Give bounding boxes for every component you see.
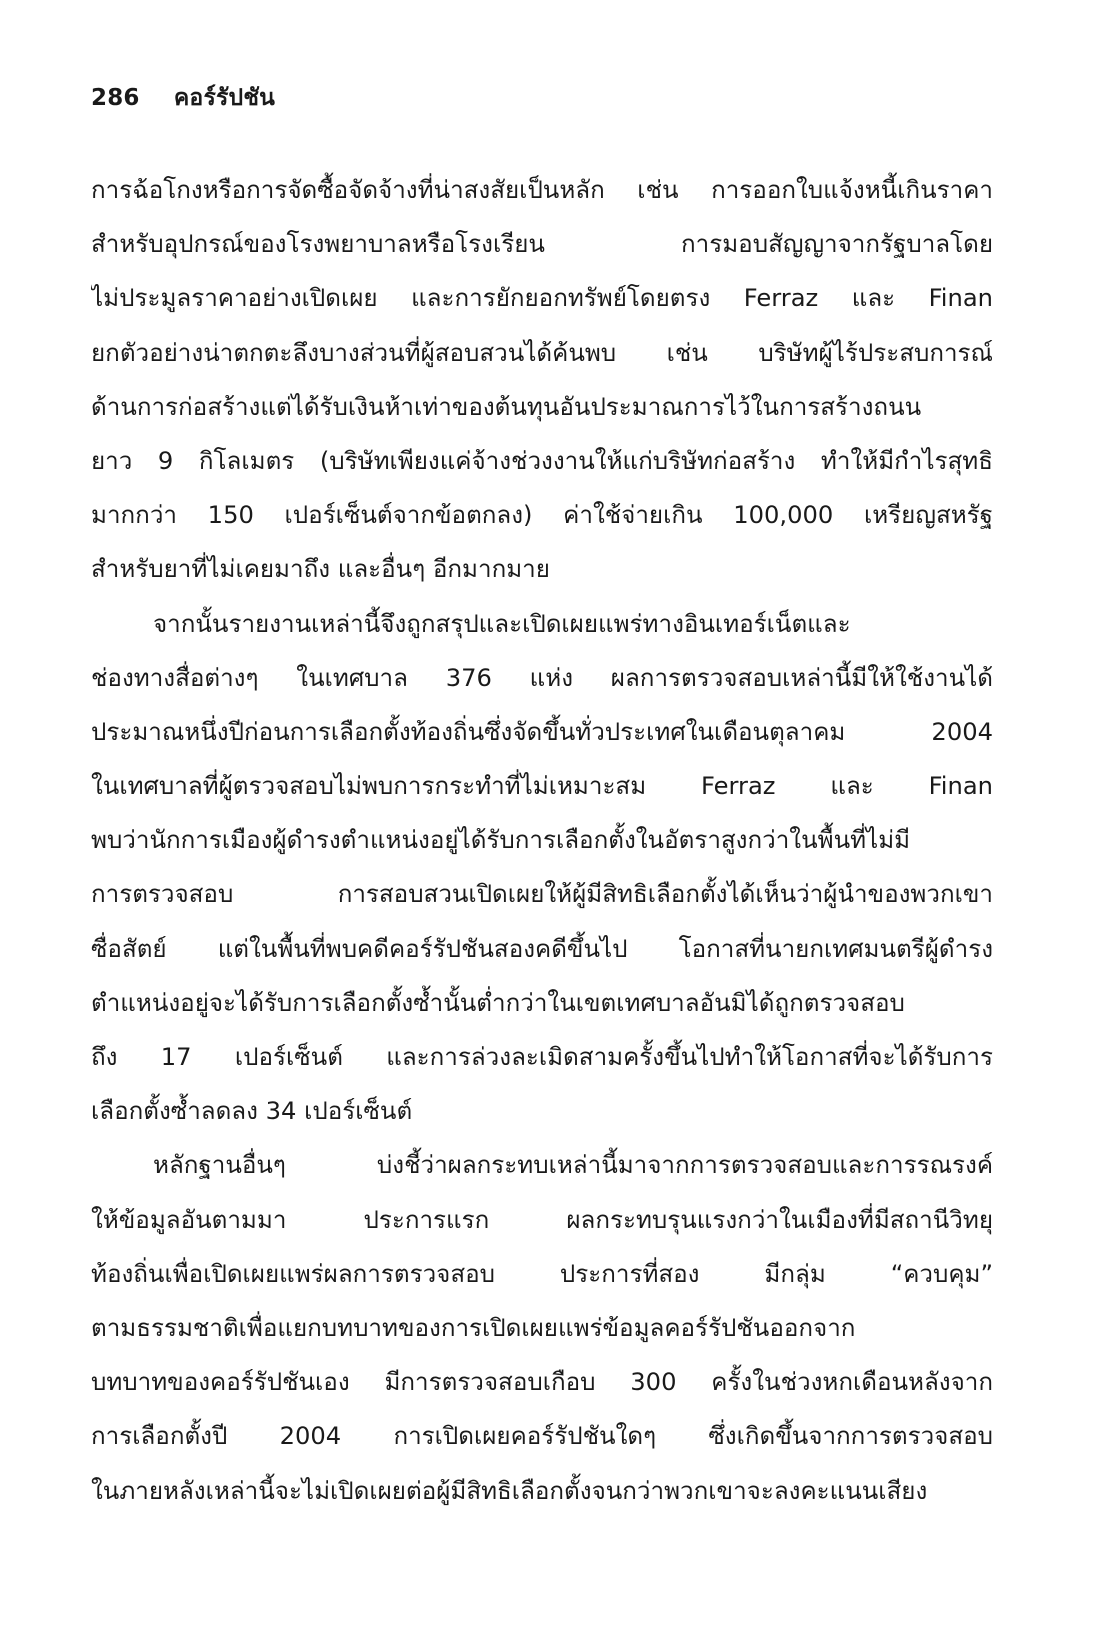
body-text bbox=[91, 163, 993, 1518]
text-line: บทบาทของคอร์รัปชันเอง มีการตรวจสอบเกือบ 300 ครั้งในช่วงหกเดือนหลังจาก bbox=[91, 1368, 993, 1397]
text-line: ตามธรรมชาติเพื่อแยกบทบาทของการเปิดเผยแพร่ข้อมูลคอร์รัปชันออกจาก bbox=[91, 1313, 856, 1342]
text-line: สำหรับยาที่ไม่เคยมาถึง และอื่นๆ อีกมากมาย bbox=[91, 555, 550, 584]
paragraph-3 bbox=[91, 1138, 993, 1517]
text-line: ถึง 17 เปอร์เซ็นต์ และการล่วงละเมิดสามครั้งขึ้นไปทำให้โอกาสที่จะได้รับการ bbox=[91, 1043, 993, 1071]
text-line: ให้ข้อมูลอันตามมา ประการแรก ผลกระทบรุนแรงกว่าในเมืองที่มีสถานีวิทยุ bbox=[91, 1205, 993, 1234]
text-line: จากนั้นรายงานเหล่านี้จึงถูกสรุปและเปิดเผยแพร่ทางอินเทอร์เน็ตและ bbox=[153, 609, 851, 638]
text-line: ท้องถิ่นเพื่อเปิดเผยแพร่ผลการตรวจสอบ ประการที่สอง มีกลุ่ม “ควบคุม” bbox=[91, 1259, 993, 1288]
text-line: ยาว 9 กิโลเมตร (บริษัทเพียงแค่จ้างช่วงงานให้แก่บริษัทก่อสร้าง ทำให้มีกำไรสุทธิ bbox=[91, 446, 993, 475]
text-line: มากกว่า 150 เปอร์เซ็นต์จากข้อตกลง) ค่าใช้จ่ายเกิน 100,000 เหรียญสหรัฐ bbox=[91, 501, 993, 530]
text-line: ด้านการก่อสร้างแต่ได้รับเงินห้าเท่าของต้นทุนอันประมาณการไว้ในการสร้างถนน bbox=[91, 392, 922, 421]
text-line: ช่องทางสื่อต่างๆ ในเทศบาล 376 แห่ง ผลการตรวจสอบเหล่านี้มีให้ใช้งานได้ bbox=[91, 663, 993, 692]
text-line: ประมาณหนึ่งปีก่อนการเลือกตั้งท้องถิ่นซึ่งจัดขึ้นทั่วประเทศในเดือนตุลาคม 2004 bbox=[91, 717, 993, 746]
paragraph-1 bbox=[91, 163, 993, 597]
running-title: คอร์รัปชัน bbox=[173, 85, 276, 111]
text-line: ตำแหน่งอยู่จะได้รับการเลือกตั้งซ้ำนั้นต่ำกว่าในเขตเทศบาลอันมิได้ถูกตรวจสอบ bbox=[91, 988, 905, 1017]
page-number: 286 bbox=[91, 85, 140, 111]
paragraph-2 bbox=[91, 597, 993, 1139]
running-head bbox=[91, 80, 275, 116]
text-line: พบว่านักการเมืองผู้ดำรงตำแหน่งอยู่ได้รับการเลือกตั้งในอัตราสูงกว่าในพื้นที่ไม่มี bbox=[91, 826, 911, 855]
text-line: การฉ้อโกงหรือการจัดซื้อจัดจ้างที่น่าสงสัยเป็นหลัก เช่น การออกใบแจ้งหนี้เกินราคา bbox=[91, 176, 993, 204]
text-line: ยกตัวอย่างน่าตกตะลึงบางส่วนที่ผู้สอบสวนได้ค้นพบ เช่น บริษัทผู้ไร้ประสบการณ์ bbox=[91, 338, 993, 367]
text-line: ในภายหลังเหล่านี้จะไม่เปิดเผยต่อผู้มีสิทธิเลือกตั้งจนกว่าพวกเขาจะลงคะแนนเสียง bbox=[91, 1476, 928, 1505]
text-line: ในเทศบาลที่ผู้ตรวจสอบไม่พบการกระทำที่ไม่เหมาะสม Ferraz และ Finan bbox=[91, 772, 993, 801]
text-line: ไม่ประมูลราคาอย่างเปิดเผย และการยักยอกทรัพย์โดยตรง Ferraz และ Finan bbox=[91, 284, 993, 313]
text-line: การเลือกตั้งปี 2004 การเปิดเผยคอร์รัปชันใดๆ ซึ่งเกิดขึ้นจากการตรวจสอบ bbox=[91, 1422, 993, 1451]
text-line: ซื่อสัตย์ แต่ในพื้นที่พบคดีคอร์รัปชันสองคดีขึ้นไป โอกาสที่นายกเทศมนตรีผู้ดำรง bbox=[91, 934, 993, 963]
text-line: เลือกตั้งซ้ำลดลง 34 เปอร์เซ็นต์ bbox=[91, 1097, 413, 1126]
text-line: หลักฐานอื่นๆ บ่งชี้ว่าผลกระทบเหล่านี้มาจากการตรวจสอบและการรณรงค์ bbox=[153, 1151, 993, 1180]
text-line: การตรวจสอบ การสอบสวนเปิดเผยให้ผู้มีสิทธิเลือกตั้งได้เห็นว่าผู้นำของพวกเขา bbox=[91, 880, 993, 909]
text-line: สำหรับอุปกรณ์ของโรงพยาบาลหรือโรงเรียน การมอบสัญญาจากรัฐบาลโดย bbox=[91, 230, 993, 259]
